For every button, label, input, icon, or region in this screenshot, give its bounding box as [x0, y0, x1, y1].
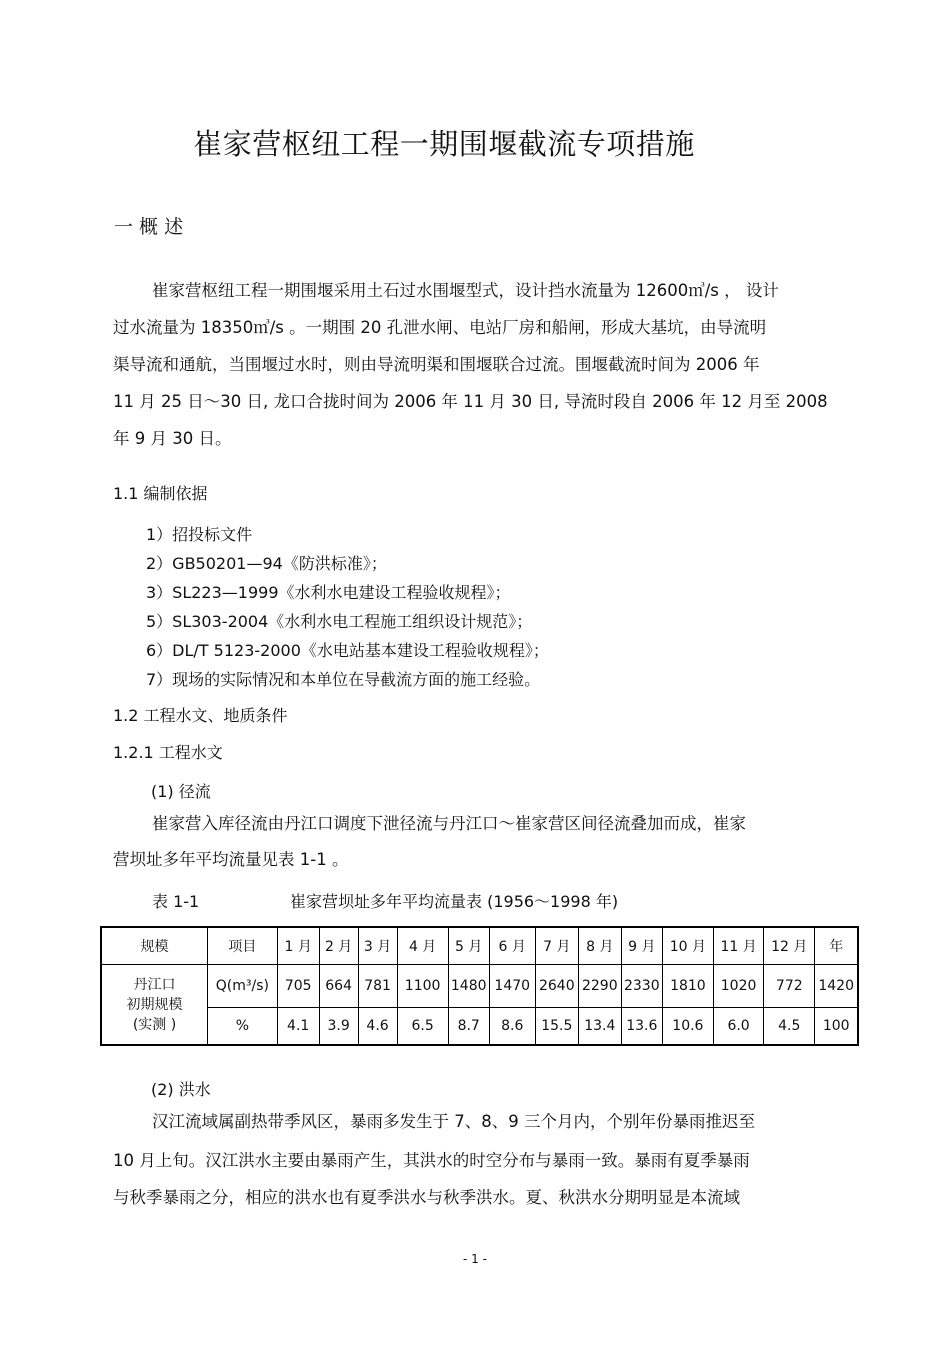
- table-header-cell: 4 月: [397, 927, 448, 965]
- section-heading-1-2: 1.2 工程水文、地质条件: [113, 706, 288, 725]
- table-cell: 664: [319, 965, 358, 1008]
- table-cell: 2330: [621, 965, 662, 1008]
- table-cell: 1420: [815, 965, 858, 1008]
- table-header-cell: 9 月: [621, 927, 662, 965]
- table-cell: 1020: [713, 965, 763, 1008]
- intro-line-2: 过水流量为 18350㎥/s 。一期围 20 孔泄水闸、电站厂房和船闸，形成大基坑，由导流明: [113, 318, 767, 337]
- table-cell: 6.0: [713, 1008, 763, 1046]
- table-header-cell: 3 月: [358, 927, 397, 965]
- table-header-cell: 5 月: [448, 927, 489, 965]
- table-cell: 3.9: [319, 1008, 358, 1046]
- section-heading-overview: 一 概 述: [114, 216, 184, 238]
- table-cell: 2290: [578, 965, 621, 1008]
- table-row-flow: [101, 965, 858, 1008]
- section-heading-1-2-1: 1.2.1 工程水文: [113, 743, 223, 762]
- table-cell: 6.5: [397, 1008, 448, 1046]
- table-cell: 8.7: [448, 1008, 489, 1046]
- basis-item: 1）招投标文件: [146, 525, 253, 544]
- table-cell: 4.5: [764, 1008, 815, 1046]
- table-cell: 15.5: [535, 1008, 578, 1046]
- table-header-cell: 6 月: [489, 927, 535, 965]
- flow-table: [100, 926, 859, 1046]
- table-cell: 1810: [662, 965, 713, 1008]
- row-label-line: 初期规模: [126, 996, 183, 1013]
- table-cell: 2640: [535, 965, 578, 1008]
- flood-line-3: 与秋季暴雨之分，相应的洪水也有夏季洪水与秋季洪水。夏、秋洪水分期明显是本流域: [113, 1188, 740, 1207]
- table-header-cell: 10 月: [662, 927, 713, 965]
- basis-item: 5）SL303-2004《水利水电工程施工组织设计规范》；: [146, 612, 533, 631]
- table-caption: 崔家营坝址多年平均流量表 (1956～1998 年): [290, 892, 619, 911]
- table-row-label: [101, 965, 208, 1046]
- table-header-cell: 规模: [101, 927, 208, 965]
- table-cell: 772: [764, 965, 815, 1008]
- section-heading-1-1: 1.1 编制依据: [113, 484, 208, 503]
- basis-item: 2）GB50201—94《防洪标准》；: [146, 554, 387, 573]
- table-header-cell: 8 月: [578, 927, 621, 965]
- table-cell: 705: [277, 965, 319, 1008]
- table-header-cell: 12 月: [764, 927, 815, 965]
- intro-line-5: 年 9 月 30 日。: [113, 429, 232, 448]
- table-header-cell: 11 月: [713, 927, 763, 965]
- table-cell: 781: [358, 965, 397, 1008]
- table-header-cell: 项目: [208, 927, 278, 965]
- table-cell: 10.6: [662, 1008, 713, 1046]
- table-header-row: [101, 927, 858, 965]
- table-cell: 13.6: [621, 1008, 662, 1046]
- table-cell: 13.4: [578, 1008, 621, 1046]
- basis-item: 6）DL/T 5123-2000《水电站基本建设工程验收规程》；: [146, 641, 549, 660]
- table-cell-pct-label: %: [208, 1008, 278, 1046]
- document-title: 崔家营枢纽工程一期围堰截流专项措施: [193, 127, 695, 161]
- table-cell: 1100: [397, 965, 448, 1008]
- page-number: - 1 -: [463, 1252, 487, 1266]
- intro-line-3: 渠导流和通航，当围堰过水时，则由导流明渠和围堰联合过流。围堰截流时间为 2006 年: [113, 355, 760, 374]
- table-cell: 4.6: [358, 1008, 397, 1046]
- row-label-line: (实测 ): [132, 1016, 177, 1033]
- table-cell: 8.6: [489, 1008, 535, 1046]
- flood-line-1: 汉江流域属副热带季风区，暴雨多发生于 7、8、9 三个月内，个别年份暴雨推迟至: [152, 1112, 755, 1131]
- table-header-cell: 1 月: [277, 927, 319, 965]
- intro-line-4: 11 月 25 日～30 日, 龙口合拢时间为 2006 年 11 月 30 日, 导流时段自 2006 年 12 月至 2008: [113, 392, 828, 411]
- subheading-runoff: (1) 径流: [151, 782, 211, 801]
- table-cell: 1470: [489, 965, 535, 1008]
- table-number: 表 1-1: [152, 892, 200, 911]
- table-header-cell: 年: [815, 927, 858, 965]
- table-header-cell: 7 月: [535, 927, 578, 965]
- table-header-cell: 2 月: [319, 927, 358, 965]
- row-label-line: 丹江口: [133, 976, 176, 993]
- table-cell: 4.1: [277, 1008, 319, 1046]
- table-cell: 100: [815, 1008, 858, 1046]
- flood-line-2: 10 月上旬。汉江洪水主要由暴雨产生，其洪水的时空分布与暴雨一致。暴雨有夏季暴雨: [113, 1151, 750, 1170]
- basis-item: 3）SL223—1999《水利水电建设工程验收规程》；: [146, 583, 511, 602]
- table-row-percent: [101, 1008, 858, 1046]
- table-cell: 1480: [448, 965, 489, 1008]
- table-cell-q-label: Q(m³/s): [208, 965, 278, 1008]
- runoff-line-2: 营坝址多年平均流量见表 1-1 。: [113, 850, 349, 869]
- basis-item: 7）现场的实际情况和本单位在导截流方面的施工经验。: [146, 670, 541, 689]
- subheading-flood: (2) 洪水: [151, 1080, 211, 1099]
- intro-line-1: 崔家营枢纽工程一期围堰采用土石过水围堰型式，设计挡水流量为 12600㎥/s ， 设计: [152, 281, 779, 300]
- runoff-line-1: 崔家营入库径流由丹江口调度下泄径流与丹江口～崔家营区间径流叠加而成，崔家: [152, 814, 746, 833]
